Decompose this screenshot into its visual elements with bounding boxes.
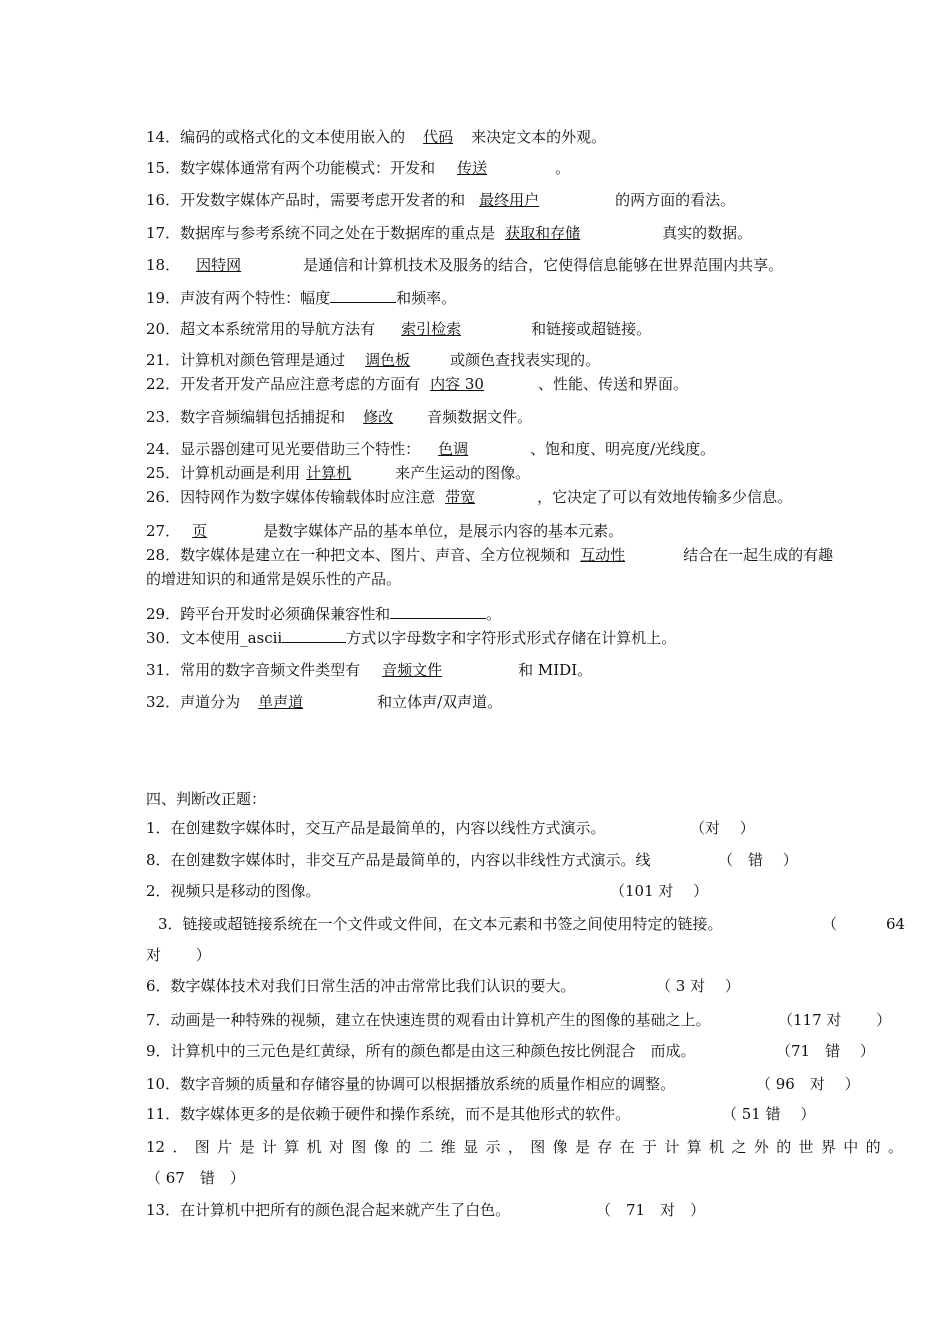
answer-blank bbox=[330, 287, 396, 303]
item-text: 11．数字媒体更多的是依赖于硬件和操作系统，而不是其他形式的软件。 bbox=[146, 1105, 631, 1123]
fill-item-17 bbox=[146, 223, 752, 243]
answer-blank: 索引检索 bbox=[401, 320, 462, 338]
item-text: 数字音频编辑包括捕捉和 bbox=[180, 408, 346, 426]
judge-mark-9: （71 错 ） bbox=[776, 1042, 875, 1060]
item-text: 声道分为 bbox=[180, 693, 241, 711]
fill-item-30 bbox=[146, 627, 676, 648]
judge-mark-6: （ 3 对 ） bbox=[656, 977, 740, 995]
item-text: 计算机动画是利用 bbox=[180, 464, 301, 482]
answer-blank: 最终用户 bbox=[479, 191, 540, 209]
judge-mark-3a: （ bbox=[822, 915, 838, 933]
judge-item-3-continuation: 对 ） bbox=[146, 946, 211, 964]
item-text: 计算机对颜色管理是通过 bbox=[180, 351, 346, 369]
item-text: 13．在计算机中把所有的颜色混合起来就产生了白色。 bbox=[146, 1201, 511, 1219]
judge-item-1 bbox=[146, 818, 606, 838]
item-text: 。 bbox=[486, 605, 502, 623]
item-text: 。 bbox=[555, 159, 571, 177]
judge-item-9 bbox=[146, 1041, 696, 1061]
item-number: 25． bbox=[146, 464, 181, 482]
fill-item-22 bbox=[146, 374, 688, 394]
fill-item-29 bbox=[146, 603, 501, 624]
item-number: 18． bbox=[146, 256, 181, 274]
fill-item-27 bbox=[146, 521, 623, 541]
judge-item-7 bbox=[146, 1010, 711, 1030]
judge-item-3 bbox=[158, 914, 723, 934]
judge-item-8 bbox=[146, 850, 651, 870]
judge-item-11 bbox=[146, 1104, 630, 1124]
item-text: 8．在创建数字媒体时，非交互产品是最简单的，内容以非线性方式演示。线 bbox=[146, 851, 651, 869]
answer-blank: 代码 bbox=[423, 128, 454, 146]
item-number: 31． bbox=[146, 661, 181, 679]
judge-item-6 bbox=[146, 976, 576, 996]
item-text: 10．数字音频的质量和存储容量的协调可以根据播放系统的质量作相应的调整。 bbox=[146, 1075, 676, 1093]
judge-mark-8: （ 错 ） bbox=[718, 851, 798, 869]
item-text: 是数字媒体产品的基本单位，是展示内容的基本元素。 bbox=[263, 522, 624, 540]
judge-mark-1: （对 ） bbox=[690, 819, 755, 837]
item-number: 32． bbox=[146, 693, 181, 711]
item-text: 来决定文本的外观。 bbox=[471, 128, 607, 146]
answer-blank: 调色板 bbox=[365, 351, 411, 369]
item-number: 22． bbox=[146, 375, 181, 393]
item-text: 1．在创建数字媒体时，交互产品是最简单的，内容以线性方式演示。 bbox=[146, 819, 606, 837]
item-text: 显示器创建可见光要借助三个特性： bbox=[180, 440, 421, 458]
judge-item-10 bbox=[146, 1074, 675, 1094]
item-number: 19． bbox=[146, 289, 181, 307]
fill-item-28-continuation bbox=[146, 569, 401, 589]
item-text: 和 MIDI。 bbox=[518, 661, 593, 679]
judge-mark-2: （101 对 ） bbox=[610, 882, 709, 900]
item-number: 15． bbox=[146, 159, 181, 177]
item-text: 数据库与参考系统不同之处在于数据库的重点是 bbox=[180, 224, 496, 242]
item-text: 、性能、传送和界面。 bbox=[537, 375, 688, 393]
item-text: 文本使用_ascii bbox=[180, 629, 283, 647]
answer-blank: 带宽 bbox=[445, 488, 476, 506]
item-text: 7．动画是一种特殊的视频，建立在快速连贯的观看由计算机产生的图像的基础之上。 bbox=[146, 1011, 711, 1029]
judge-mark-10: （ 96 对 ） bbox=[756, 1075, 860, 1093]
answer-blank: 色调 bbox=[438, 440, 469, 458]
item-text: 跨平台开发时必须确保兼容性和 bbox=[180, 605, 391, 623]
item-number: 23． bbox=[146, 408, 181, 426]
item-text: 2．视频只是移动的图像。 bbox=[146, 882, 321, 900]
item-text: 来产生运动的图像。 bbox=[395, 464, 531, 482]
fill-item-14 bbox=[146, 127, 606, 147]
item-number: 21． bbox=[146, 351, 181, 369]
judge-item-12: 12．图片是计算机对图像的二维显示，图像是存在于计算机之外的世界中的。 bbox=[146, 1138, 903, 1156]
item-number: 16． bbox=[146, 191, 181, 209]
item-text: 数字媒体通常有两个功能模式：开发和 bbox=[180, 159, 436, 177]
item-text: 声波有两个特性：幅度 bbox=[180, 289, 331, 307]
item-text: 、饱和度、明亮度/光线度。 bbox=[530, 440, 716, 458]
item-text: 方式以字母数字和字符形式形式存储在计算机上。 bbox=[346, 629, 677, 647]
judge-mark-11: （ 51 错 ） bbox=[722, 1105, 816, 1123]
fill-item-26 bbox=[146, 487, 792, 507]
fill-item-24 bbox=[146, 439, 715, 459]
item-number: 29． bbox=[146, 605, 181, 623]
item-number: 17． bbox=[146, 224, 181, 242]
item-text: 和链接或超链接。 bbox=[531, 320, 652, 338]
item-text: 超文本系统常用的导航方法有 bbox=[180, 320, 376, 338]
answer-blank bbox=[282, 627, 346, 643]
item-text: 音频数据文件。 bbox=[427, 408, 533, 426]
fill-item-21 bbox=[146, 350, 600, 370]
item-text: 6．数字媒体技术对我们日常生活的冲击常常比我们认识的要大。 bbox=[146, 977, 576, 995]
item-text: 编码的或格式化的文本使用嵌入的 bbox=[180, 128, 406, 146]
item-text: ，它决定了可以有效地传输多少信息。 bbox=[537, 488, 793, 506]
answer-blank bbox=[390, 603, 486, 619]
item-text: 和频率。 bbox=[396, 289, 457, 307]
item-text: 数字媒体是建立在一种把文本、图片、声音、全方位视频和 bbox=[180, 546, 571, 564]
item-text: 真实的数据。 bbox=[662, 224, 753, 242]
judge-mark-7: （117 对 ） bbox=[778, 1011, 892, 1029]
item-text: 开发者开发产品应注意考虑的方面有 bbox=[180, 375, 421, 393]
answer-blank: 音频文件 bbox=[382, 661, 443, 679]
item-text: 或颜色查找表实现的。 bbox=[450, 351, 601, 369]
item-number: 27． bbox=[146, 522, 181, 540]
item-text: 的两方面的看法。 bbox=[615, 191, 736, 209]
judge-mark-3b: 64 bbox=[886, 915, 906, 933]
fill-item-20 bbox=[146, 319, 651, 339]
fill-item-25 bbox=[146, 463, 530, 483]
item-number: 26． bbox=[146, 488, 181, 506]
item-text: 和立体声/双声道。 bbox=[377, 693, 503, 711]
item-text: 开发数字媒体产品时，需要考虑开发者的和 bbox=[180, 191, 466, 209]
item-text: 9．计算机中的三元色是红黄绿，所有的颜色都是由这三种颜色按比例混合 而成。 bbox=[146, 1042, 696, 1060]
answer-blank: 页 bbox=[192, 522, 208, 540]
item-number: 28． bbox=[146, 546, 181, 564]
item-number: 14． bbox=[146, 128, 181, 146]
section-heading: 四、判断改正题： bbox=[146, 790, 267, 808]
fill-item-16 bbox=[146, 190, 735, 210]
judge-item-12-continuation: （ 67 错 ） bbox=[146, 1169, 245, 1187]
fill-item-32 bbox=[146, 692, 502, 712]
judge-mark-13: （ 71 对 ） bbox=[596, 1201, 706, 1219]
item-text: 常用的数字音频文件类型有 bbox=[180, 661, 361, 679]
item-text: 的增进知识的和通常是娱乐性的产品。 bbox=[146, 570, 402, 588]
item-text: 3．链接或超链接系统在一个文件或文件间，在文本元素和书签之间使用特定的链接。 bbox=[158, 915, 723, 933]
item-number: 20． bbox=[146, 320, 181, 338]
item-text: 结合在一起生成的有趣 bbox=[683, 546, 834, 564]
item-number: 24． bbox=[146, 440, 181, 458]
answer-blank: 计算机 bbox=[306, 464, 352, 482]
item-number: 30． bbox=[146, 629, 181, 647]
answer-blank: 单声道 bbox=[258, 693, 304, 711]
judge-item-13 bbox=[146, 1200, 510, 1220]
answer-blank: 因特网 bbox=[196, 256, 242, 274]
fill-item-31 bbox=[146, 660, 592, 680]
answer-blank: 获取和存储 bbox=[505, 224, 581, 242]
fill-item-28 bbox=[146, 545, 833, 565]
fill-item-18 bbox=[146, 255, 783, 275]
answer-blank: 修改 bbox=[363, 408, 394, 426]
answer-blank: 互动性 bbox=[580, 546, 626, 564]
item-text: 因特网作为数字媒体传输载体时应注意 bbox=[180, 488, 436, 506]
answer-blank: 传送 bbox=[457, 159, 488, 177]
fill-item-15 bbox=[146, 158, 570, 178]
fill-item-23 bbox=[146, 407, 532, 427]
answer-blank: 内容 30 bbox=[430, 375, 484, 393]
item-text: 是通信和计算机技术及服务的结合，它使得信息能够在世界范围内共享。 bbox=[303, 256, 784, 274]
judge-item-2 bbox=[146, 881, 321, 901]
fill-item-19 bbox=[146, 287, 456, 308]
